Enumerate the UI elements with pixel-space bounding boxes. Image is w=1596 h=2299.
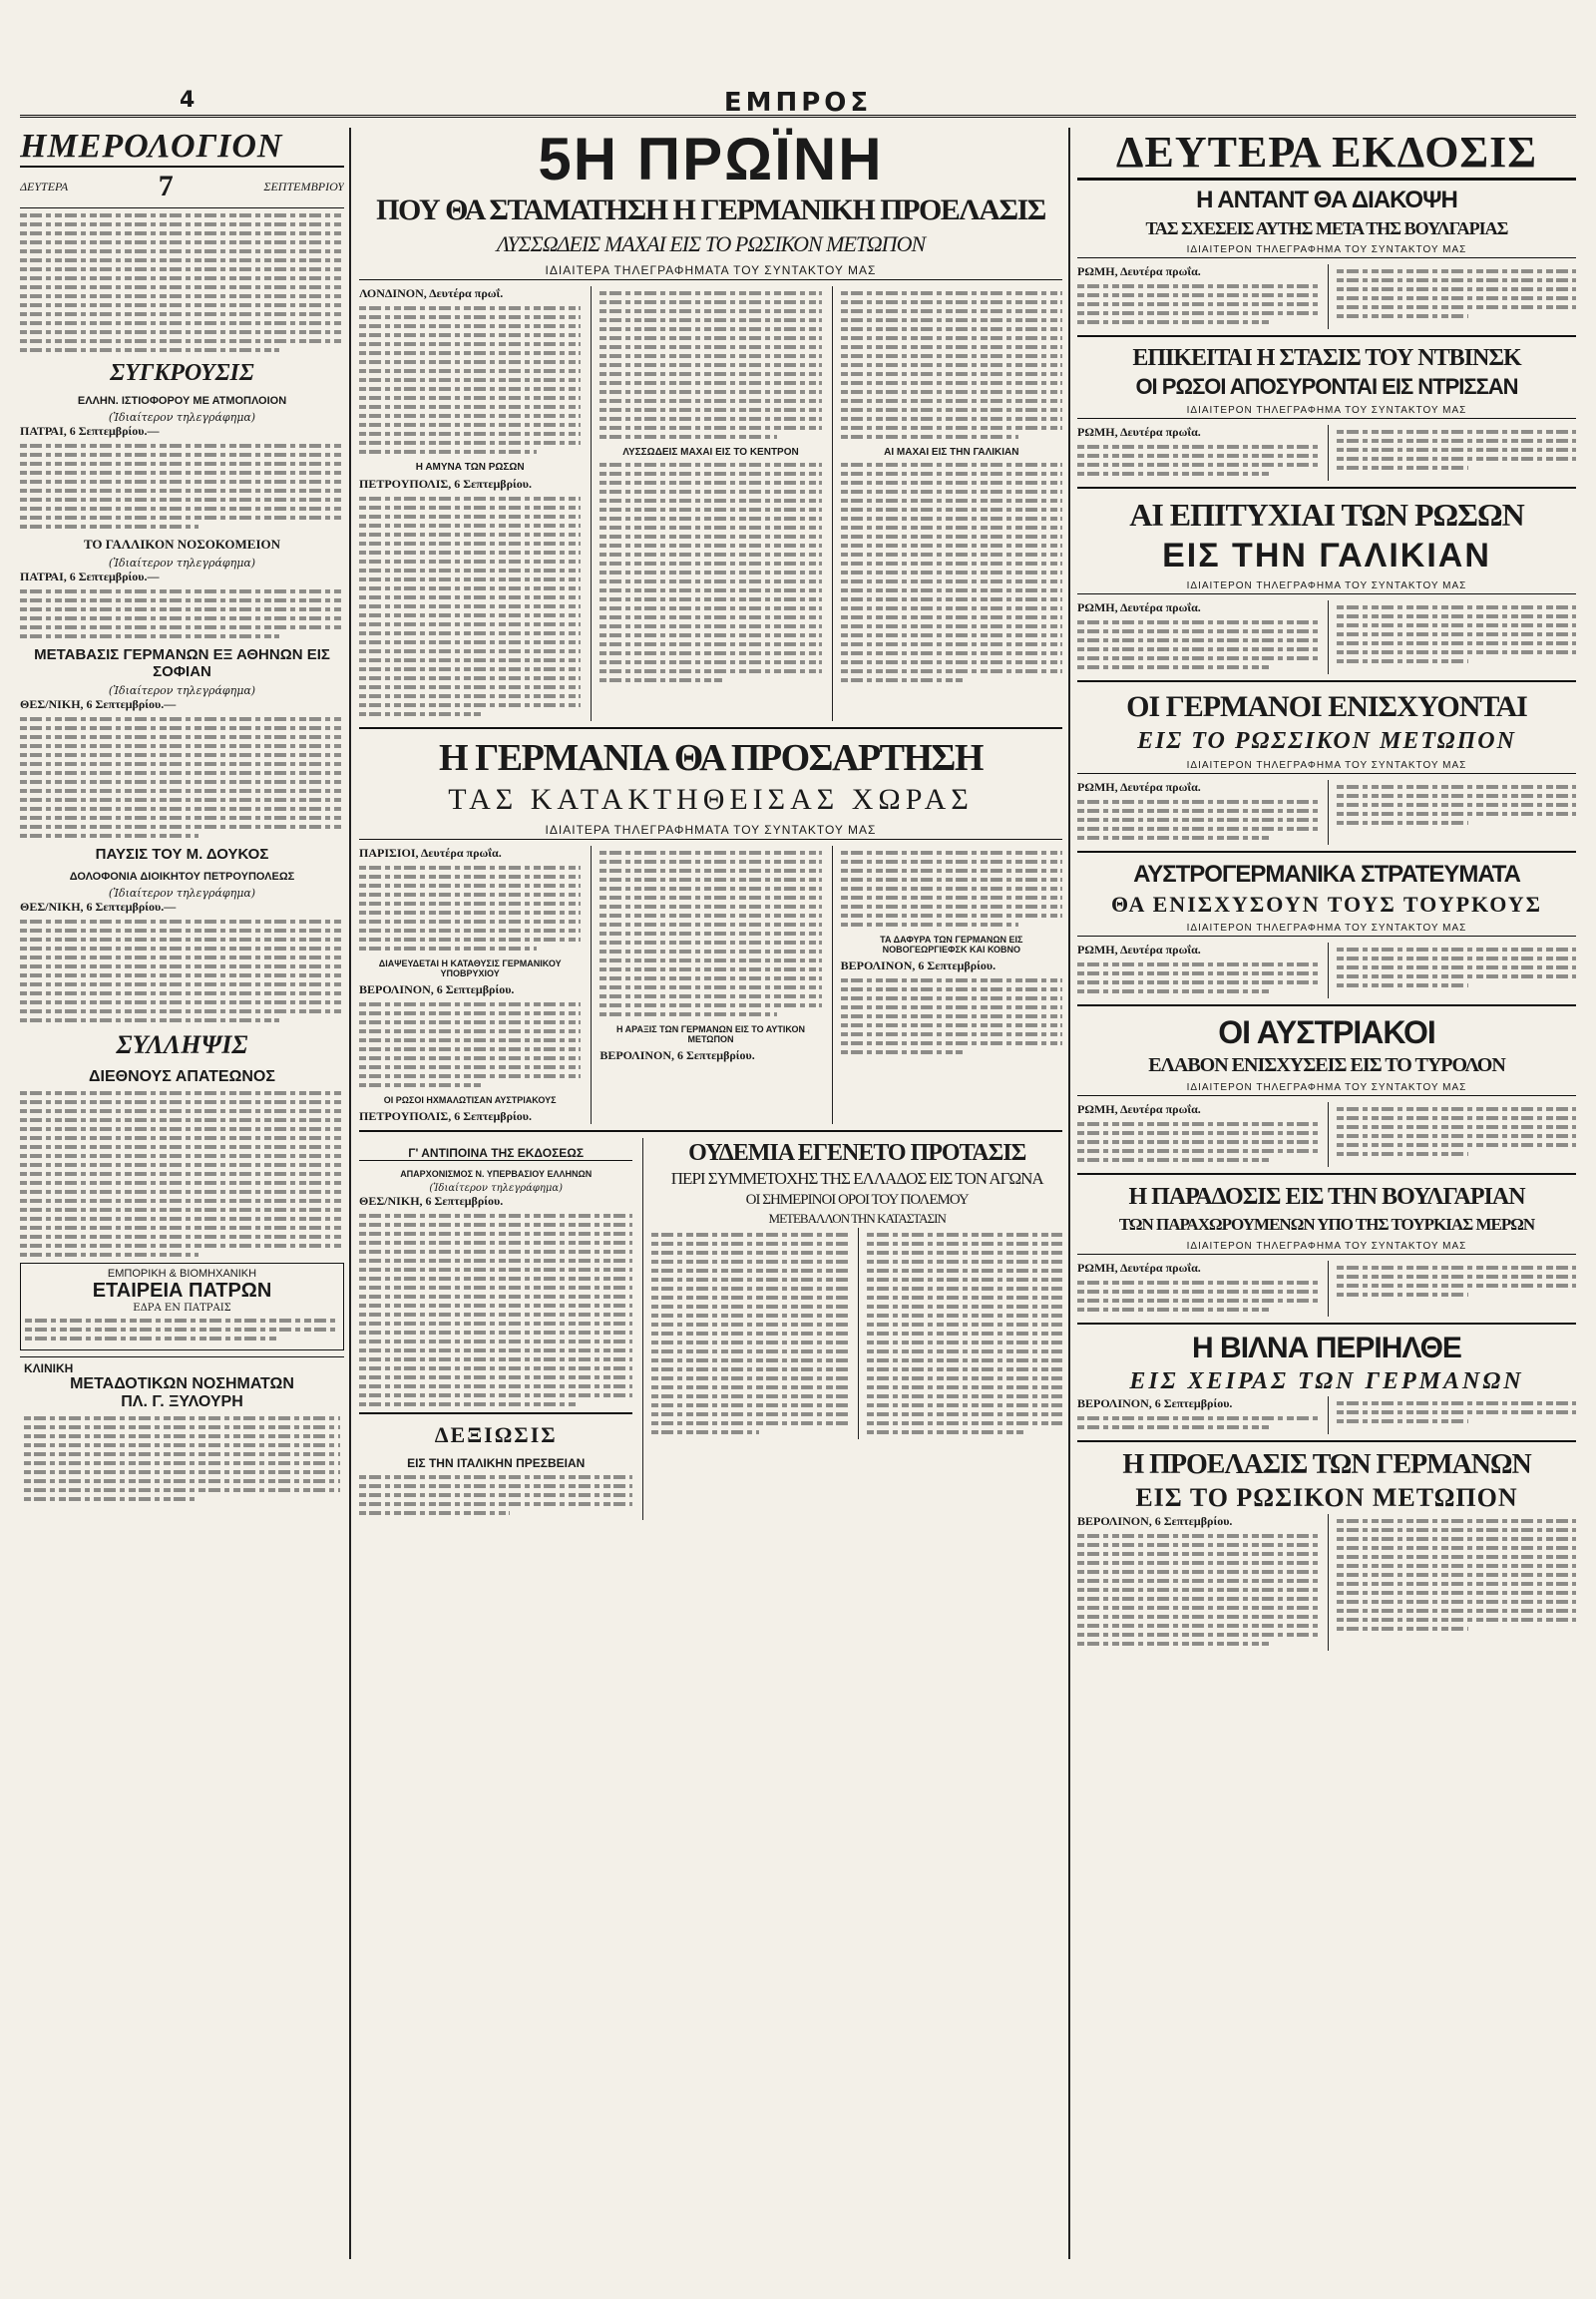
article-text bbox=[1077, 1534, 1318, 1646]
dateline: ΠΕΤΡΟΥΠΟΛΙΣ, 6 Σεπτεμβρίου. bbox=[359, 1109, 532, 1123]
article-text bbox=[359, 1475, 632, 1515]
article-text bbox=[1077, 962, 1318, 993]
subheadline: ΕΙΣ ΤΟ ΡΩΣΙΚΟΝ ΜΕΤΩΠΟΝ bbox=[1135, 1483, 1518, 1512]
section-subheading: ΔΙΕΘΝΟΥΣ ΑΠΑΤΕΩΝΟΣ bbox=[89, 1068, 275, 1085]
section-heading: ΔΕΞΙΩΣΙΣ bbox=[434, 1422, 558, 1447]
headline: Η ΑΝΤΑΝΤ ΘΑ ΔΙΑΚΟΨΗ bbox=[1196, 187, 1457, 213]
article-text bbox=[1337, 785, 1577, 825]
subheadline: ΕΙΣ ΧΕΙΡΑΣ ΤΩΝ ΓΕΡΜΑΝΩΝ bbox=[1129, 1368, 1524, 1394]
dateline: ΡΩΜΗ, Δευτέρα πρωΐα. bbox=[1077, 1261, 1201, 1275]
article bbox=[1077, 1261, 1576, 1317]
article-text bbox=[20, 444, 344, 529]
box-subtitle: ΠΕΡΙ ΣΥΜΜΕΤΟΧΗΣ ΤΗΣ ΕΛΛΑΔΟΣ ΕΙΣ ΤΟΝ ΑΓΩΝΑ bbox=[670, 1169, 1043, 1188]
article-text bbox=[599, 851, 821, 1016]
section-subheading: ΔΟΛΟΦΟΝΙΑ ΔΙΟΙΚΗΤΟΥ ΠΕΤΡΟΥΠΟΛΕΩΣ bbox=[69, 871, 295, 883]
lead-subheadline: ΛΥΣΣΩΔΕΙΣ ΜΑΧΑΙ ΕΙΣ ΤΟ ΡΩΣΙΚΟΝ ΜΕΤΩΠΟΝ bbox=[496, 231, 926, 256]
section-heading: ΤΟ ΓΑΛΛΙΚΟΝ ΝΟΣΟΚΟΜΕΙΟΝ bbox=[83, 537, 281, 552]
left-column bbox=[20, 128, 344, 2259]
article-text bbox=[1337, 605, 1577, 663]
dateline: ΒΕΡΟΛΙΝΟΝ, 6 Σεπτεμβρίου. bbox=[840, 958, 997, 972]
annex-headline: Η ΓΕΡΜΑΝΙΑ ΘΑ ΠΡΟΣΑΡΤΗΣΗ bbox=[439, 737, 983, 779]
page-number: 4 bbox=[180, 88, 196, 113]
telegram-kicker: ΙΔΙΑΙΤΕΡΑ ΤΗΛΕΓΡΑΦΗΜΑΤΑ ΤΟΥ ΣΥΝΤΑΚΤΟΥ ΜΑΣ bbox=[359, 263, 1062, 280]
dateline: ΡΩΜΗ, Δευτέρα πρωΐα. bbox=[1077, 264, 1201, 278]
article-text bbox=[20, 1091, 344, 1257]
headline: Η ΠΑΡΑΔΟΣΙΣ ΕΙΣ ΤΗΝ ΒΟΥΛΓΑΡΙΑΝ bbox=[1128, 1184, 1525, 1210]
dateline: ΠΑΤΡΑΙ, 6 Σεπτεμβρίου.— bbox=[20, 424, 160, 438]
divider bbox=[1077, 851, 1576, 853]
article-text bbox=[20, 589, 344, 638]
article-text bbox=[1077, 800, 1318, 840]
article bbox=[1077, 264, 1576, 329]
telegram-kicker: ΙΔΙΑΙΤΕΡΟΝ ΤΗΛΕΓΡΑΦΗΜΑ ΤΟΥ ΣΥΝΤΑΚΤΟΥ ΜΑΣ bbox=[1077, 760, 1576, 774]
dateline: ΠΑΤΡΑΙ, 6 Σεπτεμβρίου.— bbox=[20, 570, 160, 583]
advertisement bbox=[20, 1263, 344, 1350]
headline: Η ΒΙΛΝΑ ΠΕΡΙΗΛΘΕ bbox=[1192, 1332, 1461, 1364]
telegram-note: (Ἰδιαίτερον τηλεγράφημα) bbox=[108, 887, 256, 900]
article bbox=[1077, 943, 1576, 998]
headline: ΑΥΣΤΡΟΓΕΡΜΑΝΙΚΑ ΣΤΡΑΤΕΥΜΑΤΑ bbox=[1133, 861, 1520, 888]
dateline: ΡΩΜΗ, Δευτέρα πρωΐα. bbox=[1077, 943, 1201, 957]
telegram-note: (Ἰδιαίτερον τηλεγράφημα) bbox=[108, 557, 256, 570]
ad-kicker: ΕΜΠΟΡΙΚΗ & ΒΙΟΜΗΧΑΝΙΚΗ bbox=[107, 1268, 257, 1280]
telegram-kicker: ΙΔΙΑΙΤΕΡΟΝ ΤΗΛΕΓΡΑΦΗΜΑ ΤΟΥ ΣΥΝΤΑΚΤΟΥ ΜΑΣ bbox=[1077, 1082, 1576, 1096]
divider bbox=[1077, 680, 1576, 682]
article-text bbox=[1337, 1519, 1577, 1631]
advertisement bbox=[20, 1356, 344, 1510]
telegram-kicker: ΙΔΙΑΙΤΕΡΟΝ ΤΗΛΕΓΡΑΦΗΜΑ ΤΟΥ ΣΥΝΤΑΚΤΟΥ ΜΑΣ bbox=[1077, 244, 1576, 258]
divider bbox=[1077, 1004, 1576, 1006]
bottom-articles bbox=[359, 1138, 1062, 1520]
article-text bbox=[359, 1214, 632, 1406]
section-subheading: ΕΛΛΗΝ. ΙΣΤΙΟΦΟΡΟΥ ΜΕ ΑΤΜΟΠΛΟΙΟΝ bbox=[77, 395, 287, 407]
article bbox=[1077, 1396, 1576, 1434]
lead-title: 5Η ΠΡΩΪΝΗ bbox=[538, 128, 884, 192]
right-column bbox=[1077, 128, 1576, 2259]
article-subhead: Η ΑΡΑΞΙΣ ΤΩΝ ΓΕΡΜΑΝΩΝ ΕΙΣ ΤΟ ΑΥΤΙΚΟΝ ΜΕΤΩΠΟΝ bbox=[615, 1024, 806, 1044]
headline: ΕΠΙΚΕΙΤΑΙ Η ΣΤΑΣΙΣ ΤΟΥ ΝΤΒΙΝΣΚ bbox=[1132, 345, 1521, 371]
article-subhead: ΟΙ ΡΩΣΟΙ ΗΧΜΑΛΩΤΙΣΑΝ ΑΥΣΤΡΙΑΚΟΥΣ bbox=[383, 1095, 557, 1105]
dateline: ΠΑΡΙΣΙΟΙ, Δευτέρα πρωΐα. bbox=[359, 846, 502, 860]
box-subtitle: ΑΠΑΡΧΟΝΙΣΜΟΣ Ν. ΥΠΕΡΒΑΣΙΟΥ ΕΛΛΗΝΩΝ bbox=[400, 1169, 593, 1179]
subheadline: ΤΩΝ ΠΑΡΑΧΩΡΟΥΜΕΝΩΝ ΥΠΟ ΤΗΣ ΤΟΥΡΚΙΑΣ ΜΕΡΩΝ bbox=[1118, 1215, 1535, 1234]
dateline: ΘΕΣ/ΝΙΚΗ, 6 Σεπτεμβρίου.— bbox=[20, 697, 177, 711]
box-title: Γ' ΑΝΤΙΠΟΙΝΑ ΤΗΣ ΕΚΔΟΣΕΩΣ bbox=[359, 1146, 632, 1161]
article-text bbox=[1077, 1281, 1318, 1312]
article-text bbox=[1337, 948, 1577, 987]
box-body bbox=[651, 1228, 1062, 1439]
article-text bbox=[841, 463, 1062, 682]
article bbox=[1077, 1102, 1576, 1167]
divider bbox=[1077, 487, 1576, 489]
article-text bbox=[359, 497, 581, 716]
article-text bbox=[1077, 1122, 1318, 1162]
annex-article bbox=[359, 846, 1062, 1124]
article-subhead: Η ΑΜΥΝΑ ΤΩΝ ΡΩΣΩΝ bbox=[415, 462, 525, 473]
divider bbox=[359, 727, 1062, 729]
calendar-date bbox=[20, 168, 344, 208]
weekday: ΔΕΥΤΕΡΑ bbox=[20, 179, 69, 193]
dateline: ΘΕΣ/ΝΙΚΗ, 6 Σεπτεμβρίου. bbox=[359, 1194, 504, 1208]
ad-subtitle: ΕΔΡΑ ΕΝ ΠΑΤΡΑΙΣ bbox=[133, 1303, 231, 1314]
subheadline: ΘΑ ΕΝΙΣΧΥΣΟΥΝ ΤΟΥΣ ΤΟΥΡΚΟΥΣ bbox=[1110, 892, 1543, 917]
article-text bbox=[20, 717, 344, 838]
article-text bbox=[1077, 445, 1318, 476]
dateline: ΡΩΜΗ, Δευτέρα πρωΐα. bbox=[1077, 1102, 1201, 1116]
article-subhead: ΔΙΑΨΕΥΔΕΤΑΙ Η ΚΑΤΑΘΥΣΙΣ ΓΕΡΜΑΝΙΚΟΥ ΥΠΟΒΡΥΧΙΟΥ bbox=[378, 958, 562, 978]
divider bbox=[359, 1412, 632, 1414]
article-text bbox=[359, 866, 581, 951]
divider bbox=[1077, 1173, 1576, 1175]
article-text bbox=[841, 291, 1062, 439]
article-subhead: ΤΑ ΔΑΦΥΡΑ ΤΩΝ ΓΕΡΜΑΝΩΝ ΕΙΣ ΝΟΒΟΓΕΩΡΓΙΕΦΣΚ ΚΑΙ ΚΟΒΝΟ bbox=[880, 935, 1023, 955]
divider bbox=[1077, 1440, 1576, 1442]
subheadline: ΕΙΣ ΤΟ ΡΩΣΣΙΚΟΝ ΜΕΤΩΠΟΝ bbox=[1137, 728, 1516, 754]
divider bbox=[1077, 1323, 1576, 1325]
article-text bbox=[1337, 1401, 1577, 1423]
box-subtitle-3: ΜΕΤΕΒΑΛΛΟΝ ΤΗΝ ΚΑΤΑΣΤΑΣΙΝ bbox=[768, 1211, 946, 1226]
headline: ΑΙ ΕΠΙΤΥΧΙΑΙ ΤΩΝ ΡΩΣΩΝ bbox=[1129, 497, 1524, 533]
article-text bbox=[599, 291, 821, 439]
headline: ΟΙ ΑΥΣΤΡΙΑΚΟΙ bbox=[1218, 1014, 1435, 1050]
dateline: ΠΕΤΡΟΥΠΟΛΙΣ, 6 Σεπτεμβρίου. bbox=[359, 477, 532, 491]
dateline: ΒΕΡΟΛΙΝΟΝ, 6 Σεπτεμβρίου. bbox=[599, 1048, 755, 1062]
annex-subheadline: ΤΑΣ ΚΑΤΑΚΤΗΘΕΙΣΑΣ ΧΩΡΑΣ bbox=[448, 783, 974, 816]
article-text bbox=[1337, 430, 1577, 470]
telegram-kicker: ΙΔΙΑΙΤΕΡΟΝ ΤΗΛΕΓΡΑΦΗΜΑ ΤΟΥ ΣΥΝΤΑΚΤΟΥ ΜΑΣ bbox=[1077, 580, 1576, 594]
headline: Η ΠΡΟΕΛΑΣΙΣ ΤΩΝ ΓΕΡΜΑΝΩΝ bbox=[1122, 1449, 1531, 1480]
dateline: ΛΟΝΔΙΝΟΝ, Δευτέρα πρωΐ. bbox=[359, 286, 504, 300]
section-heading: ΠΑΥΣΙΣ ΤΟΥ Μ. ΔΟΥΚΟΣ bbox=[95, 846, 269, 863]
dateline: ΒΕΡΟΛΙΝΟΝ, 6 Σεπτεμβρίου. bbox=[359, 982, 515, 996]
article-text bbox=[1077, 620, 1318, 669]
subheadline: ΟΙ ΡΩΣΟΙ ΑΠΟΣΥΡΟΝΤΑΙ ΕΙΣ ΝΤΡΙΣΣΑΝ bbox=[1135, 374, 1518, 399]
ad-kicker: ΚΛΙΝΙΚΗ bbox=[24, 1361, 74, 1375]
telegram-kicker: ΙΔΙΑΙΤΕΡΑ ΤΗΛΕΓΡΑΦΗΜΑΤΑ ΤΟΥ ΣΥΝΤΑΚΤΟΥ ΜΑΣ bbox=[359, 823, 1062, 840]
telegram-kicker: ΙΔΙΑΙΤΕΡΟΝ ΤΗΛΕΓΡΑΦΗΜΑ ΤΟΥ ΣΥΝΤΑΚΤΟΥ ΜΑΣ bbox=[1077, 405, 1576, 419]
dateline: ΒΕΡΟΛΙΝΟΝ, 6 Σεπτεμβρίου. bbox=[1077, 1396, 1233, 1410]
dateline: ΒΕΡΟΛΙΝΟΝ, 6 Σεπτεμβρίου. bbox=[1077, 1514, 1233, 1528]
article-text bbox=[359, 1002, 581, 1087]
telegram-note: (Ἰδιαίτερον τηλεγράφημα) bbox=[429, 1183, 564, 1194]
section-heading: ΣΥΓΚΡΟΥΣΙΣ bbox=[110, 360, 254, 386]
article-text bbox=[599, 463, 821, 682]
box-subtitle-2: ΟΙ ΣΗΜΕΡΙΝΟΙ ΟΡΟΙ ΤΟΥ ΠΟΛΕΜΟΥ bbox=[745, 1192, 969, 1208]
second-edition-banner: ΔΕΥΤΕΡΑ ΕΚΔΟΣΙΣ bbox=[1077, 128, 1576, 181]
dateline: ΡΩΜΗ, Δευτέρα πρωΐα. bbox=[1077, 600, 1201, 614]
section-heading: ΣΥΛΛΗΨΙΣ bbox=[116, 1030, 248, 1059]
article-text bbox=[20, 920, 344, 1022]
middle-column bbox=[359, 128, 1062, 2259]
article-text bbox=[858, 1228, 1062, 1439]
article-text bbox=[359, 306, 581, 454]
article-subhead: ΛΥΣΣΩΔΕΙΣ ΜΑΧΑΙ ΕΙΣ ΤΟ ΚΕΝΤΡΟΝ bbox=[622, 447, 799, 458]
ad-title: ΕΤΑΙΡΕΙΑ ΠΑΤΡΩΝ bbox=[92, 1280, 272, 1302]
subheadline: ΤΑΣ ΣΧΕΣΕΙΣ ΑΥΤΗΣ ΜΕΤΑ ΤΗΣ ΒΟΥΛΓΑΡΙΑΣ bbox=[1145, 218, 1508, 238]
article-text bbox=[1337, 1107, 1577, 1156]
section-subheading: ΕΙΣ ΤΗΝ ΙΤΑΛΙΚΗΝ ΠΡΕΣΒΕΙΑΝ bbox=[407, 1456, 586, 1470]
headline: ΟΙ ΓΕΡΜΑΝΟΙ ΕΝΙΣΧΥΟΝΤΑΙ bbox=[1126, 690, 1527, 723]
telegram-note: (Ἰδιαίτερον τηλεγράφημα) bbox=[108, 411, 256, 424]
masthead bbox=[20, 88, 1576, 118]
subheadline: ΕΙΣ ΤΗΝ ΓΑΛΙΚΙΑΝ bbox=[1162, 537, 1491, 575]
lead-headline: ΠΟΥ ΘΑ ΣΤΑΜΑΤΗΣΗ Η ΓΕΡΜΑΝΙΚΗ ΠΡΟΕΛΑΣΙΣ bbox=[376, 193, 1045, 226]
article bbox=[1077, 600, 1576, 674]
calendar-title: ΗΜΕΡΟΛΟΓΙΟΝ bbox=[20, 128, 344, 168]
ad-text bbox=[25, 1319, 339, 1341]
article-text bbox=[1077, 284, 1318, 324]
article-text bbox=[1077, 1416, 1318, 1429]
article-subhead: ΑΙ ΜΑΧΑΙ ΕΙΣ ΤΗΝ ΓΑΛΙΚΙΑΝ bbox=[884, 447, 1019, 458]
dateline: ΡΩΜΗ, Δευτέρα πρωΐα. bbox=[1077, 780, 1201, 794]
lead-article bbox=[359, 286, 1062, 721]
paper-name: ΕΜΠΡΟΣ bbox=[723, 88, 873, 118]
article-text bbox=[1337, 269, 1577, 318]
divider bbox=[1077, 335, 1576, 337]
article-text bbox=[1337, 1266, 1577, 1297]
article bbox=[1077, 1514, 1576, 1651]
dateline: ΡΩΜΗ, Δευτέρα πρωΐα. bbox=[1077, 425, 1201, 439]
divider bbox=[359, 1130, 1062, 1132]
ad-text bbox=[24, 1416, 340, 1501]
dateline: ΘΕΣ/ΝΙΚΗ, 6 Σεπτεμβρίου.— bbox=[20, 900, 177, 914]
ad-subtitle: ΠΛ. Γ. ΞΥΛΟΥΡΗ bbox=[121, 1393, 243, 1410]
section-heading: ΜΕΤΑΒΑΣΙΣ ΓΕΡΜΑΝΩΝ ΕΞ ΑΘΗΝΩΝ ΕΙΣ ΣΟΦΙΑΝ bbox=[34, 646, 330, 680]
subheadline: ΕΛΑΒΟΝ ΕΝΙΣΧΥΣΕΙΣ ΕΙΣ ΤΟ ΤΥΡΟΛΟΝ bbox=[1148, 1054, 1505, 1076]
article bbox=[1077, 425, 1576, 481]
article bbox=[1077, 780, 1576, 845]
box-title: ΟΥΔΕΜΙΑ ΕΓΕΝΕΤΟ ΠΡΟΤΑΣΙΣ bbox=[688, 1140, 1026, 1166]
column-divider bbox=[1068, 128, 1070, 2259]
article-text bbox=[651, 1228, 847, 1439]
month: ΣΕΠΤΕΜΒΡΙΟΥ bbox=[263, 179, 344, 193]
telegram-kicker: ΙΔΙΑΙΤΕΡΟΝ ΤΗΛΕΓΡΑΦΗΜΑ ΤΟΥ ΣΥΝΤΑΚΤΟΥ ΜΑΣ bbox=[1077, 1241, 1576, 1255]
ad-title: ΜΕΤΑΔΟΤΙΚΩΝ ΝΟΣΗΜΑΤΩΝ bbox=[70, 1375, 294, 1392]
telegram-note: (Ἰδιαίτερον τηλεγράφημα) bbox=[108, 684, 256, 697]
column-divider bbox=[349, 128, 351, 2259]
telegram-kicker: ΙΔΙΑΙΤΕΡΟΝ ΤΗΛΕΓΡΑΦΗΜΑ ΤΟΥ ΣΥΝΤΑΚΤΟΥ ΜΑΣ bbox=[1077, 923, 1576, 937]
day-number: 7 bbox=[158, 170, 174, 202]
article-text bbox=[20, 213, 344, 352]
article-text bbox=[841, 978, 1062, 1054]
article-text bbox=[841, 851, 1062, 927]
